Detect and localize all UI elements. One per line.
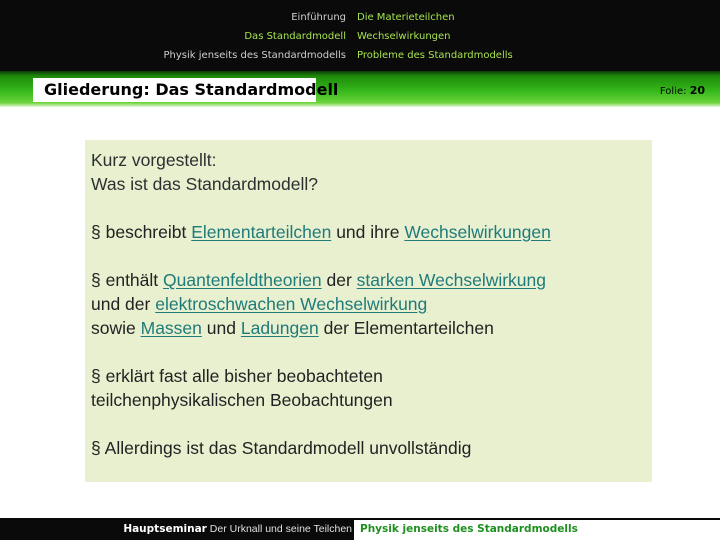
link-quantenfeldtheorien[interactable]: Quantenfeldtheorien [163,270,322,290]
nav-subsections [354,0,720,71]
link-elementarteilchen[interactable]: Elementarteilchen [191,222,332,242]
nav-standardmodell[interactable]: Das Standardmodell [244,31,346,42]
nav-wechselwirkungen[interactable]: Wechselwirkungen [357,31,451,42]
footer-seminar-label: Hauptseminar [123,523,207,535]
nav-probleme[interactable]: Probleme des Standardmodells [357,50,513,61]
footer-section-link[interactable]: Physik jenseits des Standardmodells [360,523,578,535]
bullet-2-line-3 [91,316,646,340]
nav-physik-jenseits[interactable]: Physik jenseits des Standardmodells [163,50,346,61]
bullet-text: und ihre [336,222,400,242]
footer-section-box [354,520,720,540]
link-ladungen[interactable]: Ladungen [240,318,319,338]
bullet-text: und [206,318,236,338]
footer-seminar-title: Der Urknall und seine Teilchen [209,523,352,535]
bullet-2-line-2 [91,292,646,316]
slide-number-value: 20 [689,84,705,97]
bullet-text: Allerdings ist das Standardmodell unvollständig [104,438,472,458]
bullet-marker: § [91,366,101,386]
slide-number [660,84,705,97]
bullet-1 [91,220,646,244]
slide-content [91,148,646,460]
top-navigation [0,0,720,71]
content-heading-1: Kurz vorgestellt: [91,150,217,170]
footer-bar [0,518,720,540]
bullet-marker: § [91,438,101,458]
bullet-text: enthält [105,270,159,290]
link-massen[interactable]: Massen [140,318,202,338]
slide-number-label: Folie: [659,86,687,97]
link-wechselwirkungen[interactable]: Wechselwirkungen [404,222,551,242]
bullet-text: und der [91,294,151,314]
bullet-text: der [326,270,352,290]
bullet-text: erklärt fast alle bisher beobachteten [105,366,383,386]
bullet-text: der Elementarteilchen [323,318,494,338]
nav-einfuehrung[interactable]: Einführung [291,12,346,23]
bullet-2-line-1 [91,268,646,292]
slide-title: Gliederung: Das Standardmodell [44,80,339,99]
bullet-3-line-1 [91,364,646,388]
footer-seminar [123,523,352,535]
nav-sections [0,0,354,71]
bullet-marker: § [91,270,101,290]
bullet-marker: § [91,222,101,242]
bullet-text: sowie [91,318,136,338]
link-elektroschwache-wechselwirkung[interactable]: elektroschwachen Wechselwirkung [155,294,428,314]
bullet-4 [91,436,646,460]
bullet-text: beschreibt [105,222,187,242]
link-starke-wechselwirkung[interactable]: starken Wechselwirkung [356,270,547,290]
bullet-3-line-2: teilchenphysikalischen Beobachtungen [91,390,393,410]
nav-materieteilchen[interactable]: Die Materieteilchen [357,12,455,23]
content-heading-2: Was ist das Standardmodell? [91,174,318,194]
